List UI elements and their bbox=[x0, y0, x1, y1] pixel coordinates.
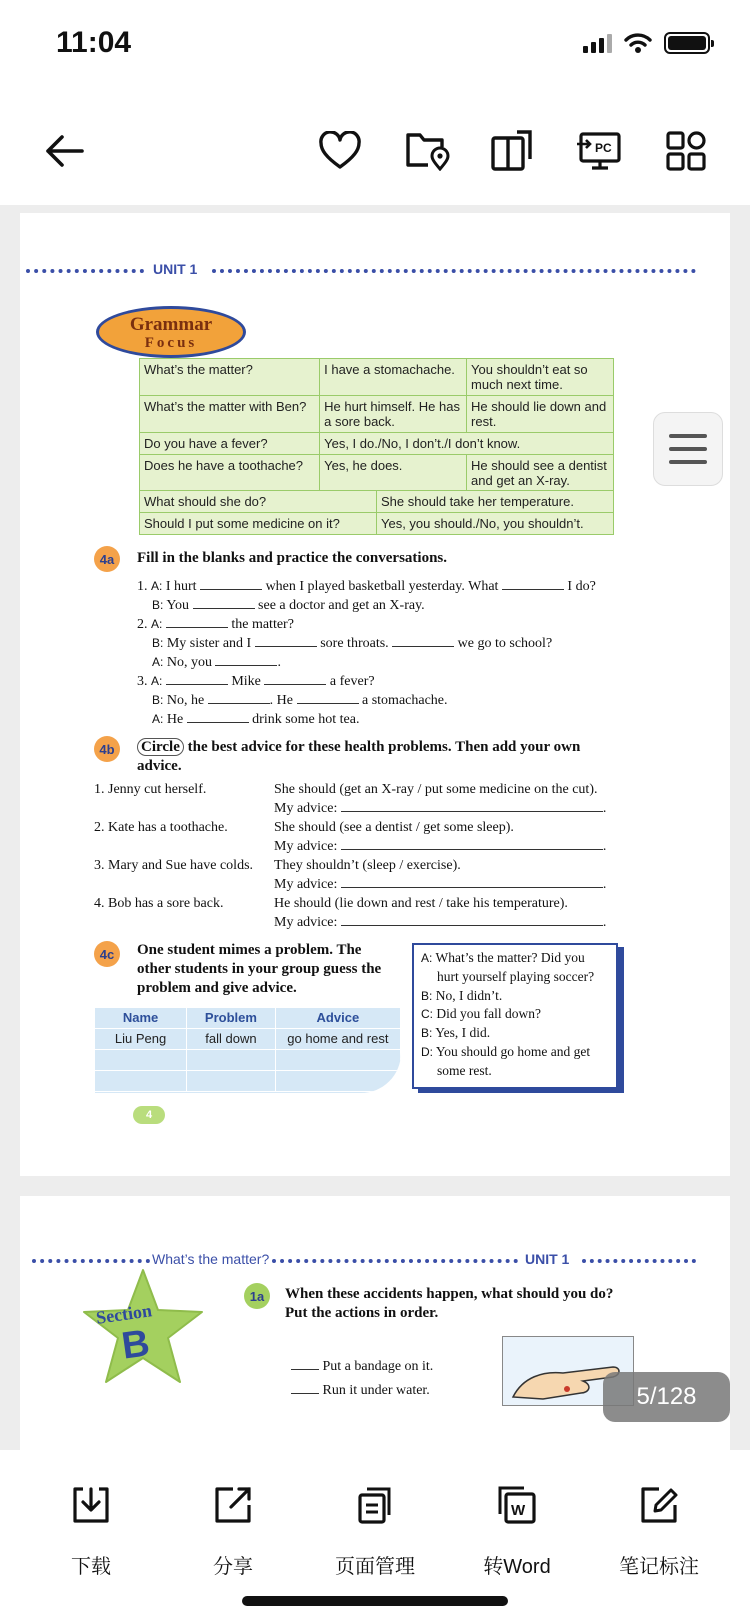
table-row bbox=[95, 1028, 401, 1049]
floating-menu-button[interactable] bbox=[653, 412, 723, 486]
table-cell: fall down bbox=[187, 1028, 276, 1049]
table-row bbox=[95, 1070, 401, 1091]
column-header: Name bbox=[95, 1008, 187, 1028]
speaker-label: A: bbox=[421, 951, 433, 965]
svg-text:PC: PC bbox=[595, 141, 612, 155]
line-text: Mike bbox=[231, 674, 261, 689]
line-text: I do? bbox=[567, 579, 596, 594]
table-cell: He should see a dentist and get an X-ray. bbox=[467, 455, 614, 492]
blank bbox=[291, 1382, 319, 1394]
dialog-text: You should go home and get bbox=[435, 1043, 591, 1059]
speaker-label: B: bbox=[421, 1026, 433, 1041]
exercise-4a-line bbox=[137, 615, 294, 634]
download-label: 下载 bbox=[71, 1556, 111, 1578]
grammar-table bbox=[139, 358, 614, 492]
table-row bbox=[95, 1049, 401, 1070]
circle-word: Circle bbox=[137, 738, 184, 756]
item-number: 2. bbox=[137, 617, 148, 632]
advice-blank bbox=[341, 876, 603, 888]
dialog-line bbox=[421, 1062, 609, 1081]
column-header: Advice bbox=[275, 1008, 400, 1028]
table-cell: What should she do? bbox=[140, 491, 377, 513]
folder-location-button[interactable] bbox=[402, 125, 454, 177]
speaker-label: B: bbox=[152, 693, 164, 707]
blank bbox=[215, 654, 277, 666]
exercise-4b-answer: She should (get an X-ray / put some medicine on the cut). bbox=[274, 782, 598, 797]
grammar-focus-logo bbox=[96, 306, 246, 358]
table-row bbox=[140, 359, 614, 396]
table-cell: Should I put some medicine on it? bbox=[140, 513, 377, 535]
problem-text: Bob has a sore back. bbox=[108, 896, 224, 911]
table-cell: Yes, I do./No, I don’t./I don’t know. bbox=[320, 433, 614, 455]
page-number: 4 bbox=[133, 1106, 165, 1124]
blank bbox=[255, 635, 317, 647]
exercise-badge-4c: 4c bbox=[94, 941, 120, 967]
table-cell: Yes, he does. bbox=[320, 455, 467, 492]
dotted-rule bbox=[32, 1259, 150, 1263]
dialog-line bbox=[421, 1043, 609, 1062]
dialog-text: Did you fall down? bbox=[436, 1006, 541, 1022]
top-toolbar bbox=[0, 95, 750, 205]
status-icons bbox=[583, 32, 710, 54]
grammar-table-lower bbox=[139, 490, 614, 535]
speaker-label: C: bbox=[421, 1007, 433, 1022]
advice-label: My advice: bbox=[274, 801, 338, 816]
page-indicator: 5/128 bbox=[603, 1372, 730, 1422]
ordering-item bbox=[291, 1382, 430, 1400]
line-text: . He bbox=[269, 693, 293, 708]
speaker-label: A: bbox=[152, 712, 164, 726]
pc-screen-icon bbox=[576, 130, 624, 172]
dotted-rule bbox=[26, 269, 144, 273]
item-text: Put a bandage on it. bbox=[322, 1359, 434, 1374]
speaker-label: A: bbox=[152, 655, 164, 669]
blank bbox=[193, 597, 255, 609]
more-apps-button[interactable] bbox=[660, 125, 712, 177]
dialog-line bbox=[421, 1024, 609, 1043]
exercise-4a-title: Fill in the blanks and practice the conversations. bbox=[137, 550, 448, 566]
exercise-4b-item bbox=[94, 857, 253, 875]
title-text: problem and give advice. bbox=[137, 980, 297, 996]
line-text: He bbox=[166, 712, 184, 727]
table-cell: You shouldn’t eat so much next time. bbox=[467, 359, 614, 396]
blank bbox=[392, 635, 454, 647]
page-management-button[interactable] bbox=[320, 1480, 430, 1579]
word-label: 转Word bbox=[483, 1556, 551, 1578]
advice-label: My advice: bbox=[274, 839, 338, 854]
advice-label: My advice: bbox=[274, 915, 338, 930]
document-split-icon bbox=[490, 129, 534, 173]
table-cell: He should lie down and rest. bbox=[467, 396, 614, 433]
share-icon bbox=[213, 1485, 253, 1525]
line-text: when I played basketball yesterday. What bbox=[265, 579, 499, 594]
wifi-icon bbox=[624, 32, 652, 54]
table-row bbox=[140, 455, 614, 492]
line-text: No, he bbox=[166, 693, 205, 708]
my-advice-line: My advice: . bbox=[274, 839, 607, 854]
grammar-word: Grammar bbox=[129, 314, 213, 335]
problem-text: Jenny cut herself. bbox=[108, 782, 207, 797]
download-button[interactable] bbox=[36, 1480, 146, 1579]
notes-button[interactable] bbox=[604, 1480, 714, 1579]
document-page-1 bbox=[20, 213, 730, 1176]
problem-text: Kate has a toothache. bbox=[108, 820, 228, 835]
dialog-text: Yes, I did. bbox=[435, 1025, 491, 1041]
notes-label: 笔记标注 bbox=[619, 1556, 699, 1578]
title-text: other students in your group guess the bbox=[137, 961, 382, 977]
title-text: One student mimes a problem. The bbox=[137, 942, 362, 958]
exercise-1a-title bbox=[285, 1285, 705, 1323]
exercise-4a-line bbox=[137, 577, 596, 596]
line-text: No, you bbox=[166, 655, 212, 670]
speaker-label: B: bbox=[152, 636, 164, 650]
item-number: 3. bbox=[94, 858, 105, 873]
blank bbox=[291, 1358, 319, 1370]
blank bbox=[200, 578, 262, 590]
back-button[interactable] bbox=[38, 125, 90, 177]
dialog-text: No, I didn’t. bbox=[435, 987, 503, 1003]
battery-icon bbox=[664, 32, 710, 54]
table-cell: He hurt himself. He has a sore back. bbox=[320, 396, 467, 433]
line-text: the matter? bbox=[231, 617, 294, 632]
unit-label: UNIT 1 bbox=[153, 261, 198, 277]
speaker-label: D: bbox=[421, 1044, 433, 1059]
exercise-4a-line bbox=[152, 596, 425, 615]
exercise-4a-line bbox=[152, 691, 448, 710]
my-advice-line: My advice: . bbox=[274, 915, 607, 930]
title-text: When these accidents happen, what should you do? bbox=[285, 1286, 614, 1302]
speaker-label: A: bbox=[151, 617, 163, 631]
blank bbox=[208, 692, 270, 704]
exercise-4b-item bbox=[94, 895, 223, 913]
unit-label: UNIT 1 bbox=[525, 1251, 570, 1267]
line-text: My sister and I bbox=[166, 636, 252, 651]
status-bar bbox=[0, 0, 750, 95]
download-icon bbox=[71, 1485, 111, 1525]
speaker-label: A: bbox=[151, 579, 163, 593]
dialog-line bbox=[421, 987, 609, 1006]
advice-blank bbox=[341, 914, 603, 926]
item-text: Run it under water. bbox=[322, 1383, 430, 1398]
convert-word-button[interactable] bbox=[462, 1480, 572, 1579]
item-number: 1. bbox=[137, 579, 148, 594]
line-text: sore throats. bbox=[320, 636, 389, 651]
dotted-rule bbox=[582, 1259, 696, 1263]
column-header: Problem bbox=[187, 1008, 276, 1028]
item-number: 2. bbox=[94, 820, 105, 835]
arrow-left-icon bbox=[42, 133, 86, 169]
home-indicator[interactable] bbox=[242, 1596, 508, 1606]
table-cell: She should take her temperature. bbox=[377, 491, 614, 513]
page-split-button[interactable] bbox=[486, 125, 538, 177]
dialog-text: some rest. bbox=[437, 1062, 492, 1078]
ordering-item bbox=[291, 1358, 433, 1376]
item-number: 3. bbox=[137, 674, 148, 689]
exercise-badge-4b: 4b bbox=[94, 736, 120, 762]
exercise-4a-line bbox=[152, 634, 552, 653]
section-letter: B bbox=[119, 1322, 153, 1368]
table-cell: Do you have a fever? bbox=[140, 433, 320, 455]
dotted-rule bbox=[272, 1259, 518, 1263]
line-text: we go to school? bbox=[457, 636, 553, 651]
dialog-line bbox=[421, 1005, 609, 1024]
status-time: 11:04 bbox=[56, 26, 132, 59]
word-icon bbox=[496, 1484, 538, 1526]
item-number: 1. bbox=[94, 782, 105, 797]
exercise-4a-line bbox=[152, 710, 359, 729]
exercise-4a-line bbox=[137, 672, 375, 691]
title-text: the best advice for these health problems. Then add your own bbox=[187, 739, 581, 755]
advice-blank bbox=[341, 838, 603, 850]
exercise-4b-answer: They shouldn’t (sleep / exercise). bbox=[274, 858, 461, 873]
table-cell: What’s the matter? bbox=[140, 359, 320, 396]
line-text: drink some hot tea. bbox=[252, 712, 360, 727]
exercise-4b-title bbox=[137, 738, 617, 776]
page-header-title: What’s the matter? bbox=[152, 1251, 270, 1267]
table-row bbox=[140, 433, 614, 455]
dialog-text: What’s the matter? Did you bbox=[435, 950, 585, 965]
advice-label: My advice: bbox=[274, 877, 338, 892]
table-cell: Liu Peng bbox=[95, 1028, 187, 1049]
document-viewer[interactable] bbox=[0, 205, 750, 1450]
line-text: a fever? bbox=[329, 674, 375, 689]
edit-note-icon bbox=[639, 1485, 679, 1525]
svg-text:W: W bbox=[511, 1502, 526, 1519]
table-header-row bbox=[95, 1008, 401, 1028]
grid-icon bbox=[665, 130, 707, 172]
speaker-label: B: bbox=[421, 988, 433, 1003]
exercise-4b-item bbox=[94, 781, 206, 799]
table-row bbox=[140, 396, 614, 433]
cast-to-pc-button[interactable] bbox=[574, 125, 626, 177]
exercise-4a-line: A: No, you . bbox=[152, 655, 281, 670]
advice-blank bbox=[341, 800, 603, 812]
table-cell: go home and rest bbox=[275, 1028, 400, 1049]
my-advice-line: My advice: . bbox=[274, 801, 607, 816]
dialog-text: hurt yourself playing soccer? bbox=[437, 968, 595, 984]
speaker-label: B: bbox=[152, 598, 164, 612]
table-row bbox=[140, 491, 614, 513]
signal-icon bbox=[583, 34, 612, 53]
blank bbox=[264, 673, 326, 685]
table-cell: I have a stomachache. bbox=[320, 359, 467, 396]
example-dialog-box bbox=[412, 943, 618, 1089]
line-text: a stomachache. bbox=[362, 693, 448, 708]
blank bbox=[502, 578, 564, 590]
title-text: Put the actions in order. bbox=[285, 1305, 439, 1321]
line-text: I hurt bbox=[165, 579, 197, 594]
blank bbox=[166, 673, 228, 685]
exercise-badge-4a: 4a bbox=[94, 546, 120, 572]
table-cell: What’s the matter with Ben? bbox=[140, 396, 320, 433]
share-label: 分享 bbox=[213, 1556, 253, 1578]
focus-word: Focus bbox=[144, 335, 198, 351]
exercise-badge-1a: 1a bbox=[244, 1283, 270, 1309]
dotted-rule bbox=[212, 269, 696, 273]
mime-table-grid bbox=[95, 1008, 401, 1092]
exercise-4b-answer: He should (lie down and rest / take his temperature). bbox=[274, 896, 568, 911]
mime-table bbox=[95, 1008, 401, 1093]
exercise-4b-answer: She should (see a dentist / get some sleep). bbox=[274, 820, 514, 835]
dialog-line bbox=[421, 968, 609, 987]
table-cell: Yes, you should./No, you shouldn’t. bbox=[377, 513, 614, 535]
blank bbox=[166, 616, 228, 628]
title-text: advice. bbox=[137, 758, 182, 774]
item-number: 4. bbox=[94, 896, 105, 911]
share-button[interactable] bbox=[178, 1480, 288, 1579]
section-word: Section bbox=[94, 1300, 154, 1328]
favorite-button[interactable] bbox=[314, 125, 366, 177]
table-cell: Does he have a toothache? bbox=[140, 455, 320, 492]
problem-text: Mary and Sue have colds. bbox=[108, 858, 254, 873]
heart-icon bbox=[318, 131, 362, 171]
speaker-label: A: bbox=[151, 674, 163, 688]
line-text: see a doctor and get an X-ray. bbox=[258, 598, 425, 613]
exercise-4b-item bbox=[94, 819, 228, 837]
blank bbox=[187, 711, 249, 723]
exercise-4c-title bbox=[137, 941, 407, 998]
dialog-line bbox=[421, 949, 609, 968]
bottom-toolbar bbox=[0, 1450, 750, 1624]
table-row bbox=[140, 513, 614, 535]
blank bbox=[297, 692, 359, 704]
line-text: You bbox=[166, 598, 190, 613]
pages-icon bbox=[355, 1485, 395, 1525]
my-advice-line: My advice: . bbox=[274, 877, 607, 892]
pages-label: 页面管理 bbox=[335, 1556, 415, 1578]
folder-pin-icon bbox=[404, 131, 452, 171]
